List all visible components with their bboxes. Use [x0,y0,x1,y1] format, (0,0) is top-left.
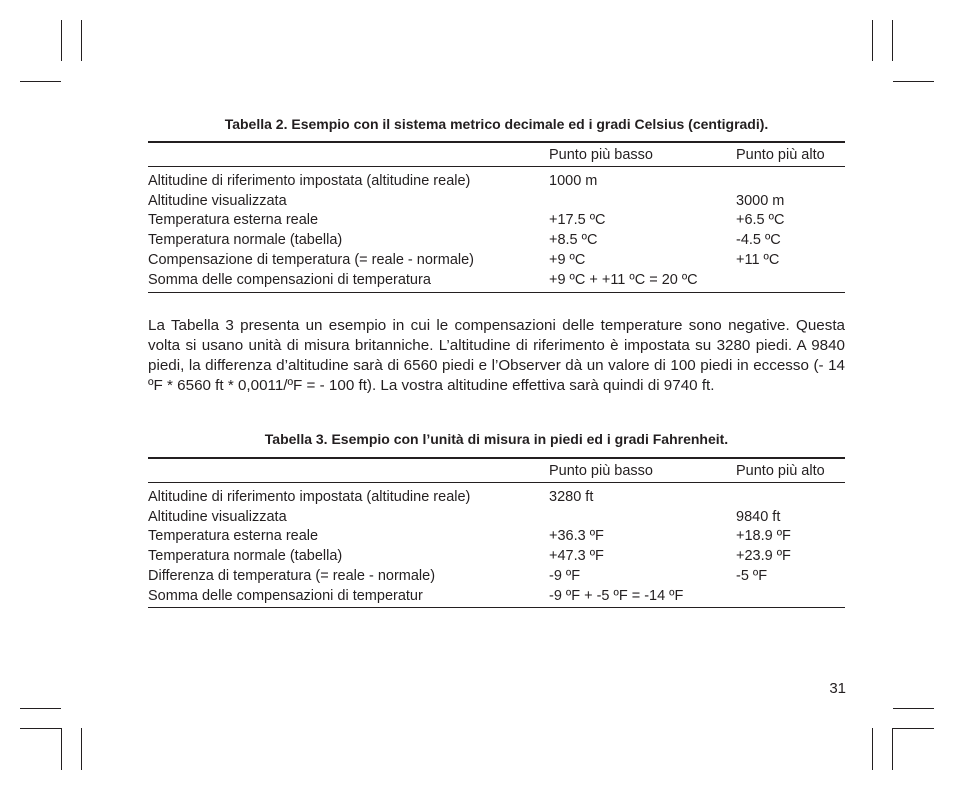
table3-bottom-rule [148,607,845,608]
crop-mark [20,708,61,709]
cell-highest: +23.9 ºF [736,548,791,564]
cell-lowest: 3280 ft [549,489,594,505]
cell-lowest: +9 ºC + +11 ºC = 20 ºC [549,272,698,288]
body-paragraph: La Tabella 3 presenta un esempio in cui le compensazioni delle temperature sono negative. Questa volta si usano unità di misura britanniche. L’altitudine di riferimento è impostata su 3280 piedi. A 9840 piedi, la differenza d’altitudine sarà di 6560 piedi e l’Observer dà un valore di 100 piedi in eccesso (- 14 ºF * 6560 ft * 0,0011/ºF = - 100 ft). La vostra altitudine effettiva sarà quindi di 9740 ft. [148,317,845,394]
crop-mark [81,728,82,770]
cell-lowest: 1000 m [549,173,598,189]
cell-highest: 3000 m [736,193,785,209]
table-row [148,230,845,250]
table2-caption: Tabella 2. Esempio con il sistema metrico decimale ed i gradi Celsius (centigradi). [224,116,769,132]
crop-mark [893,708,934,709]
cell-label: Altitudine di riferimento impostata (altitudine reale) [148,489,471,505]
cell-highest: -5 ºF [736,568,768,584]
table-row [148,586,845,606]
table-row [148,171,845,191]
cell-lowest: -9 ºF + -5 ºF = -14 ºF [549,588,684,604]
cell-lowest: -9 ºF [549,568,581,584]
cell-label: Altitudine visualizzata [148,193,287,209]
table3-header-rule [148,482,845,483]
table2-header-row [148,145,845,165]
crop-mark [892,20,893,61]
table3-header-row [148,461,845,481]
cell-label: Altitudine di riferimento impostata (altitudine reale) [148,173,471,189]
cell-highest: +11 ºC [736,252,780,268]
table3-caption: Tabella 3. Esempio con l’unità di misura in piedi ed i gradi Fahrenheit. [264,431,729,447]
table-row [148,546,845,566]
cell-lowest: +8.5 ºC [549,232,598,248]
cell-lowest: +9 ºC [549,252,586,268]
table-row [148,526,845,546]
crop-mark [872,20,873,61]
table3-header-lowest: Punto più basso [549,463,653,479]
table-row [148,210,845,230]
cell-label: Somma delle compensazioni di temperatur [148,588,423,604]
cell-label: Temperatura esterna reale [148,528,319,544]
cell-label: Altitudine visualizzata [148,509,287,525]
table2-bottom-rule [148,292,845,293]
table3-header-highest: Punto più alto [736,463,825,479]
crop-mark [81,20,82,61]
crop-mark [893,728,934,729]
cell-lowest: +36.3 ºF [549,528,604,544]
table2-header-rule [148,166,845,167]
table2-header-lowest: Punto più basso [549,147,653,163]
cell-label: Compensazione di temperatura (= reale - normale) [148,252,475,268]
cell-highest: 9840 ft [736,509,781,525]
crop-mark [892,728,893,770]
crop-mark [20,81,61,82]
table-row [148,250,845,270]
cell-highest: -4.5 ºC [736,232,781,248]
table-row [148,507,845,527]
cell-label: Differenza di temperatura (= reale - normale) [148,568,436,584]
crop-mark [893,81,934,82]
cell-lowest: +17.5 ºC [549,212,606,228]
cell-lowest: +47.3 ºF [549,548,604,564]
table3-top-rule [148,457,845,459]
cell-highest: +18.9 ºF [736,528,791,544]
crop-mark [872,728,873,770]
table2-header-highest: Punto più alto [736,147,825,163]
page-number: 31 [829,680,846,697]
table-row [148,270,845,290]
crop-mark [61,728,62,770]
table-row [148,566,845,586]
cell-label: Temperatura esterna reale [148,212,319,228]
table-row [148,191,845,211]
cell-label: Somma delle compensazioni di temperatura [148,272,431,288]
cell-highest: +6.5 ºC [736,212,785,228]
table-row [148,487,845,507]
table2-top-rule [148,141,845,143]
cell-label: Temperatura normale (tabella) [148,232,343,248]
cell-label: Temperatura normale (tabella) [148,548,343,564]
crop-mark [61,20,62,61]
crop-mark [20,728,61,729]
